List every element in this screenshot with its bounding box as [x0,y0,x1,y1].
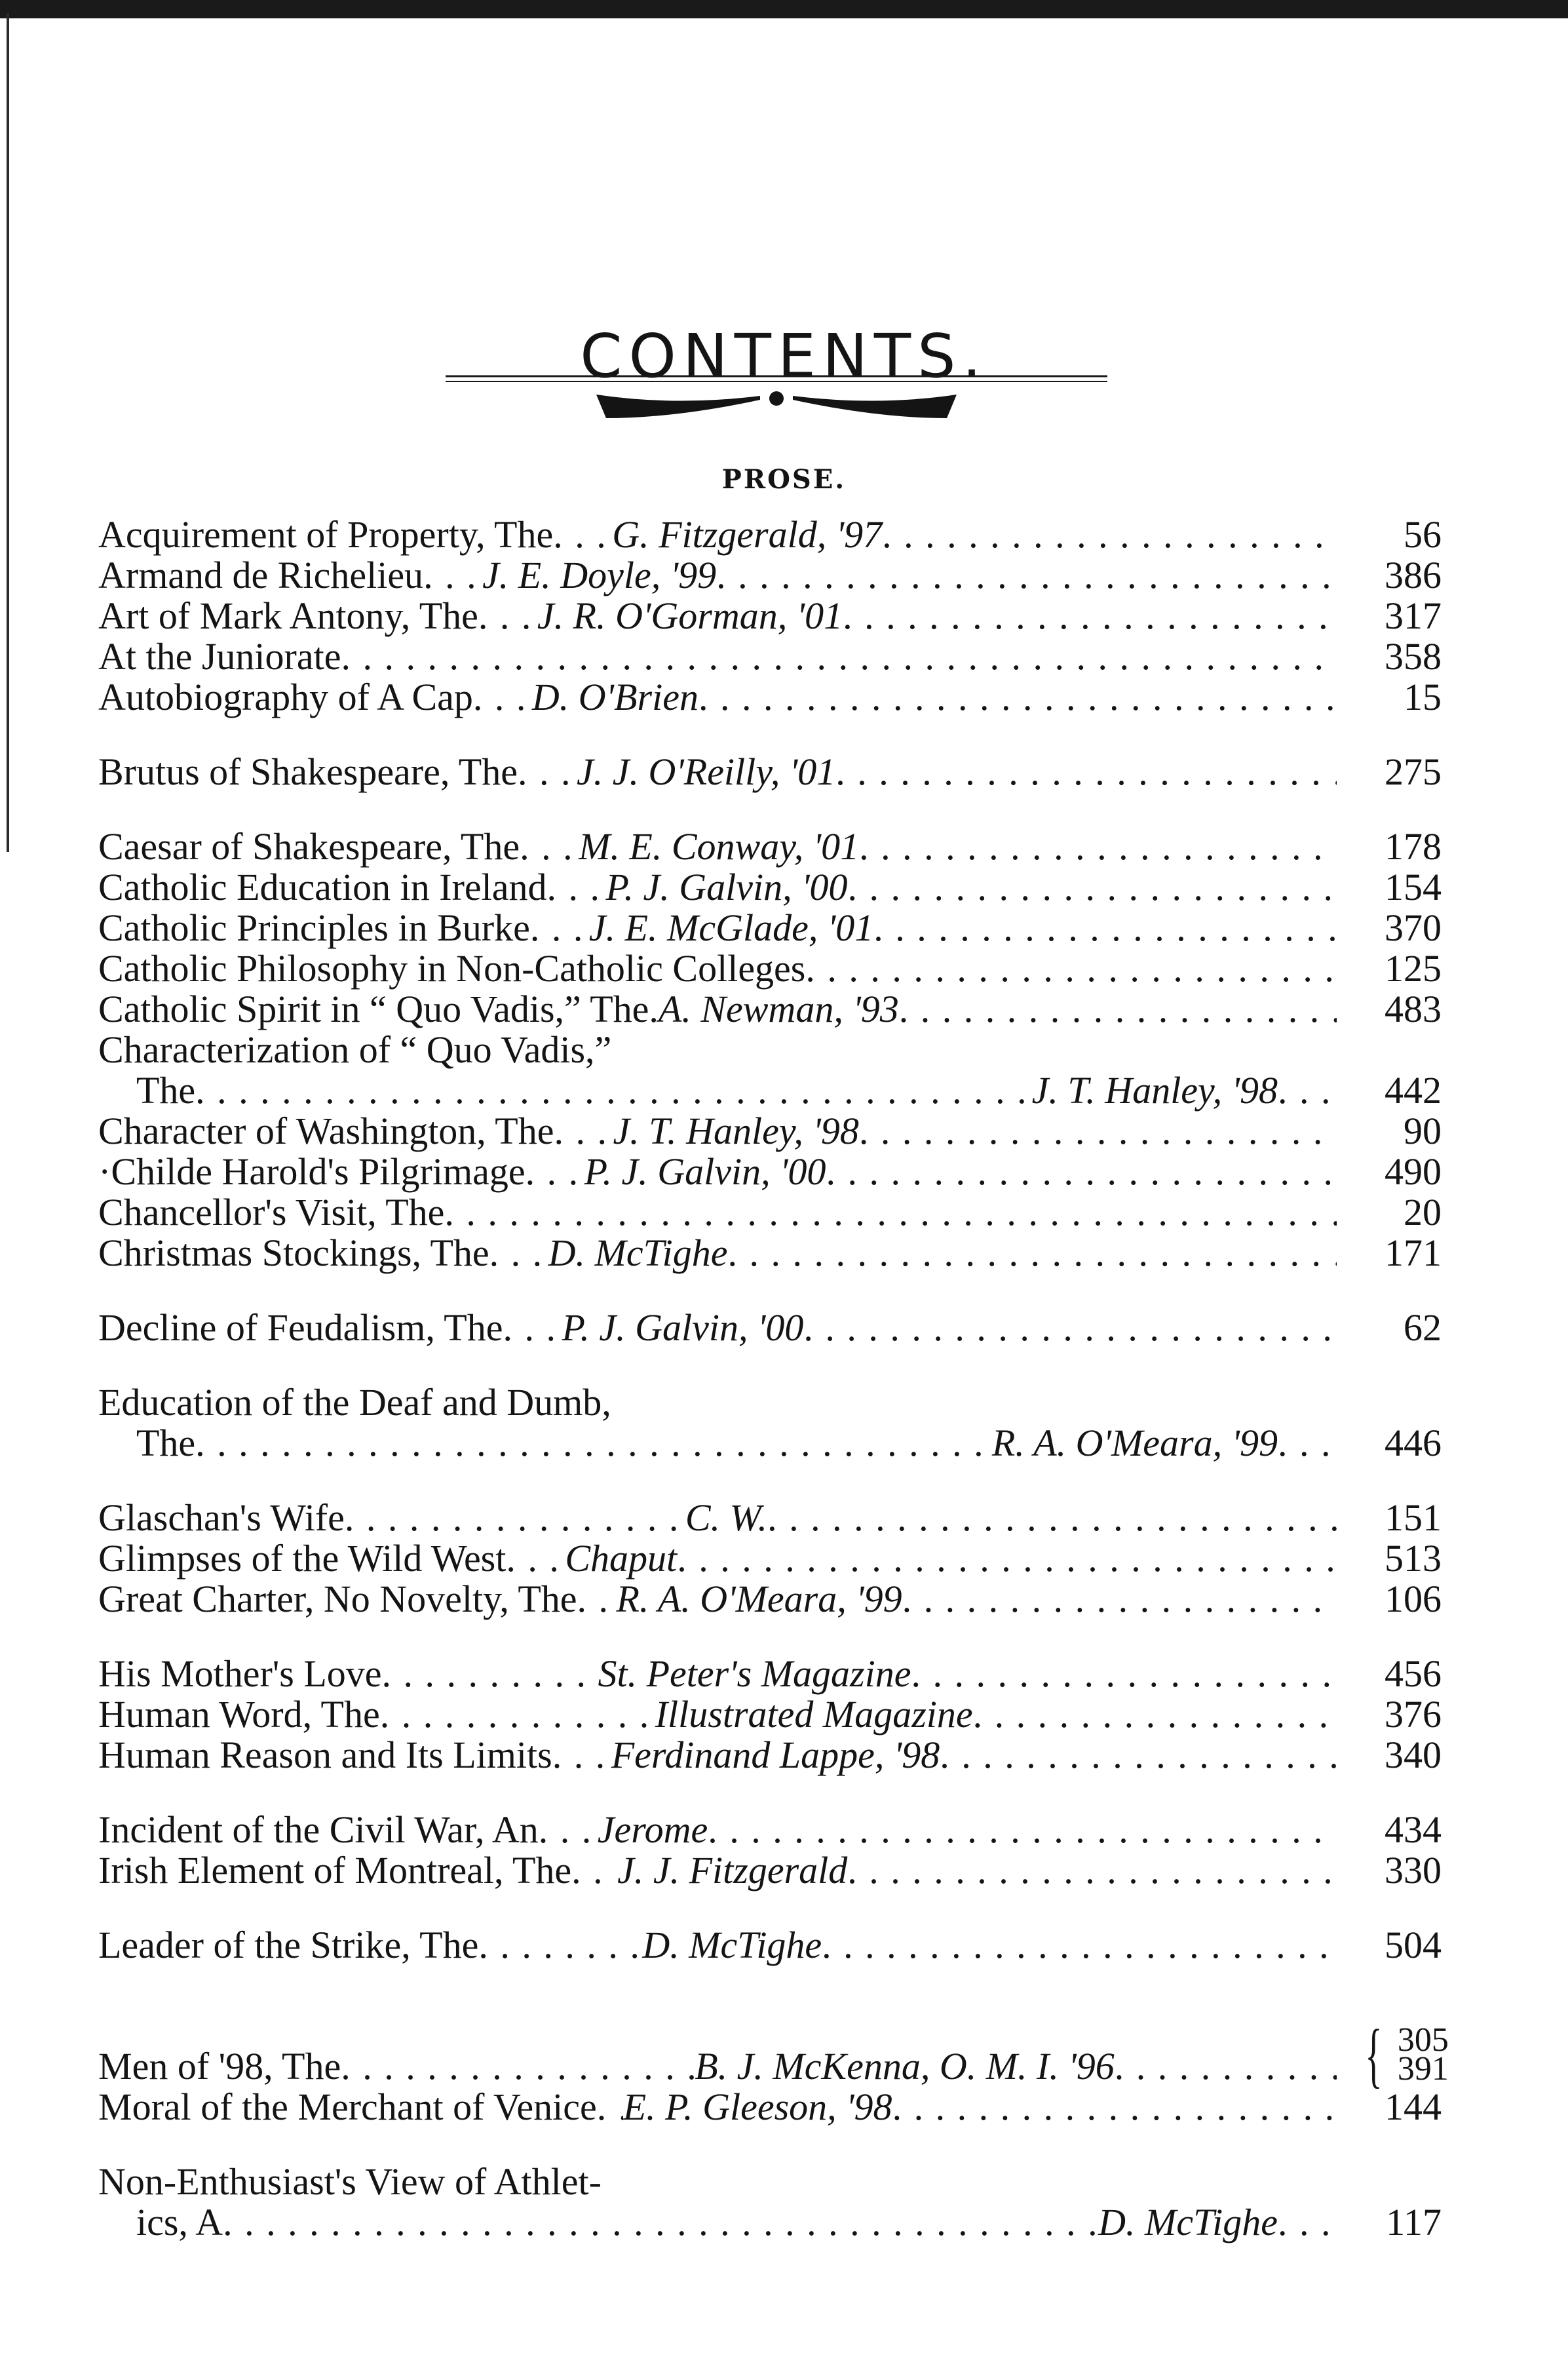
entry-title: Catholic Education in Ireland [98,866,547,908]
leader-dots [805,948,1337,989]
entry-title: Catholic Spirit in “ Quo Vadis,” The. [98,988,659,1030]
entry-page: 386 [1385,554,1442,596]
leader-dots [571,1850,617,1891]
toc-entry [98,636,1442,677]
entry-author: A. Newman, '93 [658,988,899,1030]
leader-dots [698,677,1337,718]
entry-page [1356,2015,1449,2095]
leader-dots [940,1735,1337,1776]
entry-author: Illustrated Magazine [655,1693,973,1736]
entry-title: Characterization of “ Quo Vadis,” [98,1028,612,1071]
entry-page: 144 [1385,2086,1442,2128]
brace-icon: { [1365,2015,1383,2095]
toc-entry [98,826,1442,867]
entry-author: J. J. O'Reilly, '01 [576,750,836,793]
leader-dots [223,2202,1098,2243]
toc-entry [98,1654,1442,1694]
entry-page: 56 [1404,513,1442,556]
entry-title: Leader of the Strike, The [98,1924,479,1966]
toc-entry [98,989,1442,1030]
entry-page: 330 [1385,1849,1442,1892]
entry-title: Human Word, The [98,1693,380,1736]
entry-author: St. Peter's Magazine [598,1652,911,1695]
leader-dots [899,989,1337,1030]
leader-dots [554,1111,613,1152]
entry-title: Catholic Philosophy in Non-Catholic Colleges [98,947,806,990]
toc-entry [98,2087,1442,2127]
contents-list [98,514,1481,2243]
toc-entry [98,1233,1442,1273]
entry-page: 490 [1385,1150,1442,1193]
leader-dots [530,908,589,948]
leader-dots [520,826,579,867]
entry-author: D. McTighe [548,1232,728,1274]
toc-entry [98,677,1442,718]
entry-page: 456 [1385,1652,1442,1695]
leader-dots [1278,1423,1337,1464]
entry-author: R. A. O'Meara, '99 [991,1422,1278,1464]
entry-page: 483 [1385,988,1442,1030]
leader-dots [902,1579,1337,1620]
entry-page: 20 [1404,1191,1442,1233]
entry-page: 62 [1404,1306,1442,1349]
entry-title: ·Childe Harold's Pilgrimage [98,1150,526,1193]
entry-title: Caesar of Shakespeare, The [98,825,520,868]
entry-title: Character of Washington, The [98,1110,554,1152]
leader-dots [873,908,1337,948]
entry-page-second: 391 [1397,2050,1449,2087]
entry-title: Irish Element of Montreal, The [98,1849,572,1892]
leader-dots [1115,2046,1337,2087]
leader-dots [518,752,577,792]
entry-author: J. T. Hanley, '98 [1031,1069,1278,1112]
entry-title: Glimpses of the Wild West [98,1537,507,1580]
leader-dots [859,826,1337,867]
leader-dots [195,1070,1031,1111]
leader-dots [489,1233,548,1273]
leader-dots [822,1925,1337,1966]
leader-dots [803,1308,1337,1348]
toc-entry [98,1694,1442,1735]
toc-entry [98,1498,1442,1538]
entry-title: Human Reason and Its Limits [98,1734,552,1776]
entry-page: 358 [1385,635,1442,678]
leader-dots [195,1423,992,1464]
leader-dots [444,1192,1337,1233]
entry-title: Art of Mark Antony, The [98,594,478,637]
entry-author: E. P. Gleeson, '98 [622,2086,892,2128]
entry-title: Autobiography of A Cap [98,676,473,718]
leader-dots [552,1735,611,1776]
toc-entry [98,555,1442,596]
entry-page: 171 [1385,1232,1442,1274]
entry-page: 275 [1385,750,1442,793]
entry-author: J. E. McGlade, '01 [588,906,874,949]
entry-title: Moral of the Merchant of Venice [98,2086,597,2128]
entry-title: Armand de Richelieu [98,554,424,596]
entry-page: 434 [1385,1808,1442,1851]
toc-entry [98,1192,1442,1233]
toc-entry [98,1423,1442,1464]
leader-dots [345,1498,685,1538]
entry-title-continued: The [136,1069,196,1112]
toc-entry [98,908,1442,948]
leader-dots [843,596,1337,636]
entry-title: Christmas Stockings, The [98,1232,489,1274]
toc-entry-title-line [98,1030,1442,1070]
toc-entry-title-line [98,1382,1442,1423]
leader-dots [382,1654,598,1694]
entry-title: Brutus of Shakespeare, The [98,750,518,793]
leader-dots [473,677,532,718]
leader-dots [716,555,1337,596]
entry-page: 15 [1404,676,1442,718]
entry-author: Jerome [597,1808,708,1851]
toc-entry [98,1579,1442,1620]
entry-title: Education of the Deaf and Dumb, [98,1381,611,1424]
leader-dots [380,1694,655,1735]
entry-page-first: 305 [1397,2021,1449,2059]
left-border [7,13,9,852]
entry-author: J. R. O'Gorman, '01 [537,594,843,637]
entry-page: 442 [1385,1069,1442,1112]
entry-title: Chancellor's Visit, The [98,1191,445,1233]
entry-title: Glaschan's Wife [98,1496,345,1539]
entry-page: 178 [1385,825,1442,868]
toc-entry [98,1810,1442,1850]
divider-ornament [446,372,1107,425]
entry-author: D. McTighe [1098,2201,1278,2243]
section-heading-prose: PROSE. [721,464,847,495]
leader-dots [826,1152,1337,1192]
entry-page: 340 [1385,1734,1442,1776]
leader-dots [911,1654,1337,1694]
leader-dots [597,2087,623,2127]
entry-page: 90 [1404,1110,1442,1152]
entry-title: Non-Enthusiast's View of Athlet- [98,2160,602,2203]
toc-entry [98,752,1442,792]
leader-dots [708,1810,1337,1850]
leader-dots [539,1810,598,1850]
entry-author: P. J. Galvin, '00 [562,1306,804,1349]
page-title: CONTENTS. [580,321,988,391]
entry-author: P. J. Galvin, '00 [605,866,848,908]
entry-author: B. J. McKenna, O. M. I. '96 [695,2045,1115,2087]
leader-dots [882,514,1337,555]
entry-title-continued: The [136,1422,196,1464]
entry-author: D. McTighe [642,1924,822,1966]
leader-dots [835,752,1337,792]
leader-dots [728,1233,1337,1273]
entry-author: D. O'Brien [531,676,698,718]
leader-dots [1278,1070,1337,1111]
toc-entry [98,1538,1442,1579]
leader-dots [1278,2202,1337,2243]
entry-author: C. W. [685,1496,768,1539]
leader-dots [847,1850,1337,1891]
entry-title: Men of '98, The [98,2045,341,2087]
entry-author: Ferdinand Lappe, '98 [611,1734,940,1776]
toc-entry [98,1111,1442,1152]
entry-author: Chaput [565,1537,678,1580]
toc-entry [98,867,1442,908]
entry-page: 125 [1385,947,1442,990]
toc-entry [98,514,1442,555]
entry-title: Acquirement of Property, The [98,513,554,556]
leader-dots [478,596,537,636]
toc-entry [98,1925,1442,1966]
toc-entry [98,2015,1449,2095]
leader-dots [859,1111,1337,1152]
entry-page: 370 [1385,906,1442,949]
entry-page: 513 [1385,1537,1442,1580]
leader-dots [341,636,1337,677]
entry-page: 446 [1385,1422,1442,1464]
entry-title: Decline of Feudalism, The [98,1306,503,1349]
toc-entry [98,1850,1442,1891]
leader-dots [503,1308,562,1348]
entry-title: Great Charter, No Novelty, The [98,1578,577,1620]
entry-author: J. E. Doyle, '99 [482,554,717,596]
leader-dots [847,867,1337,908]
entry-page: 151 [1385,1496,1442,1539]
leader-dots [506,1538,565,1579]
leader-dots [973,1694,1337,1735]
entry-page: 117 [1386,2201,1442,2243]
leader-dots [526,1152,584,1192]
entry-author: J. T. Hanley, '98 [613,1110,859,1152]
entry-title: His Mother's Love [98,1652,382,1695]
entry-page: 376 [1385,1693,1442,1736]
toc-entry [98,596,1442,636]
entry-page: 317 [1385,594,1442,637]
entry-title-continued: ics, A [136,2201,223,2243]
toc-entry [98,2202,1442,2243]
entry-title: Catholic Principles in Burke [98,906,530,949]
entry-title: Incident of the Civil War, An [98,1808,539,1851]
entry-author: R. A. O'Meara, '99 [616,1578,902,1620]
leader-dots [341,2046,695,2087]
leader-dots [553,514,612,555]
entry-page: 106 [1385,1578,1442,1620]
entry-author: G. Fitzgerald, '97 [612,513,883,556]
leader-dots [892,2087,1337,2127]
leader-dots [767,1498,1337,1538]
leader-dots [577,1579,617,1620]
toc-entry [98,1735,1442,1776]
entry-author: M. E. Conway, '01 [579,825,860,868]
toc-entry-title-line [98,2162,1442,2202]
entry-title: At the Juniorate [98,635,341,678]
toc-entry [98,1070,1442,1111]
leader-dots [677,1538,1337,1579]
toc-entry [98,948,1442,989]
leader-dots [478,1925,642,1966]
entry-author: P. J. Galvin, '00 [584,1150,826,1193]
entry-page: 154 [1385,866,1442,908]
toc-entry [98,1152,1442,1192]
toc-entry [98,1308,1442,1348]
entry-author: J. J. Fitzgerald [617,1849,848,1892]
leader-dots [547,867,606,908]
entry-page: 504 [1385,1924,1442,1966]
top-border [0,0,1568,18]
leader-dots [423,555,482,596]
